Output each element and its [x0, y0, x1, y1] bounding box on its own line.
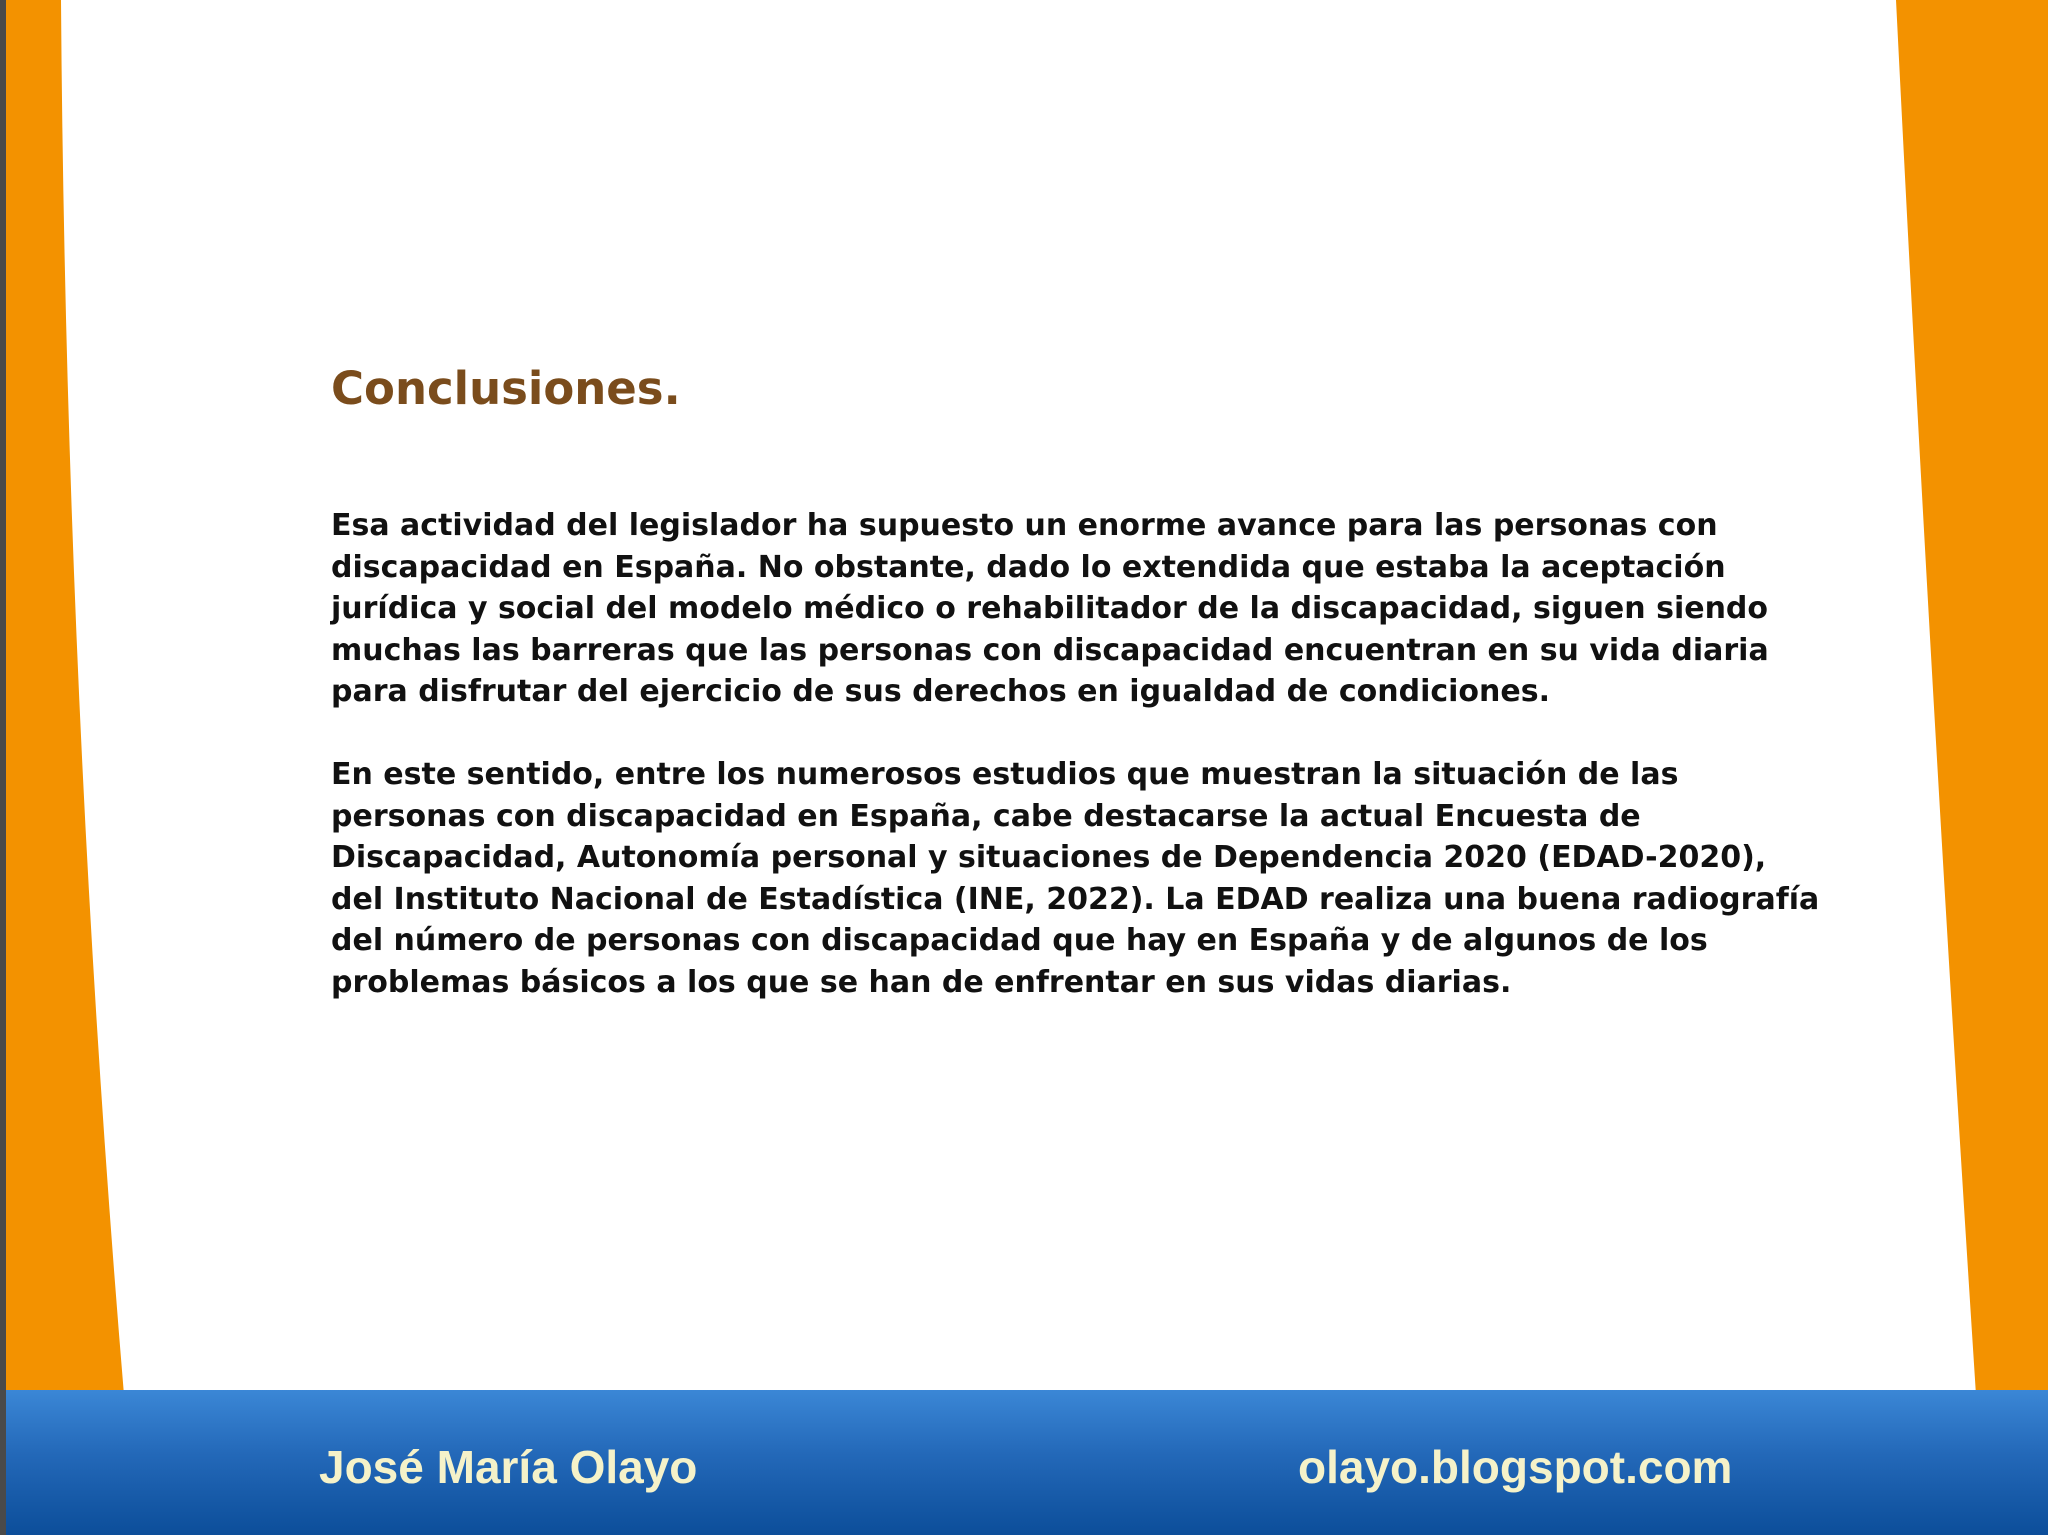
- text-line: del Instituto Nacional de Estadística (INE, 2022). La EDAD realiza una buena radiografía: [331, 881, 1820, 917]
- text-line: del número de personas con discapacidad que hay en España y de algunos de los: [331, 923, 1708, 958]
- text-line: jurídica y social del modelo médico o rehabilitador de la discapacidad, siguen siendo: [331, 591, 1769, 626]
- slide-footer: [6, 1390, 2048, 1535]
- paragraph-2: [331, 754, 1820, 1003]
- slide-body: [331, 505, 1820, 1003]
- text-line: En este sentido, entre los numerosos estudios que muestran la situación de las: [331, 757, 1679, 792]
- text-line: Discapacidad, Autonomía personal y situaciones de Dependencia 2020 (EDAD-2020),: [331, 840, 1767, 875]
- text-line: para disfrutar del ejercicio de sus derechos en igualdad de condiciones.: [331, 674, 1550, 709]
- footer-website: olayo.blogspot.com: [1298, 1441, 1733, 1493]
- text-line: discapacidad en España. No obstante, dado lo extendida que estaba la aceptación: [331, 549, 1726, 585]
- text-line: Esa actividad del legislador ha supuesto un enorme avance para las personas con: [331, 508, 1718, 543]
- text-line: muchas las barreras que las personas con discapacidad encuentran en su vida diaria: [331, 632, 1769, 668]
- footer-author: José María Olayo: [319, 1441, 698, 1493]
- slide-title: Conclusiones.: [331, 362, 681, 415]
- text-line: problemas básicos a los que se han de enfrentar en sus vidas diarias.: [331, 964, 1512, 1000]
- presentation-slide: [6, 0, 2048, 1535]
- text-line: personas con discapacidad en España, cabe destacarse la actual Encuesta de: [331, 798, 1641, 834]
- paragraph-1: [331, 505, 1769, 713]
